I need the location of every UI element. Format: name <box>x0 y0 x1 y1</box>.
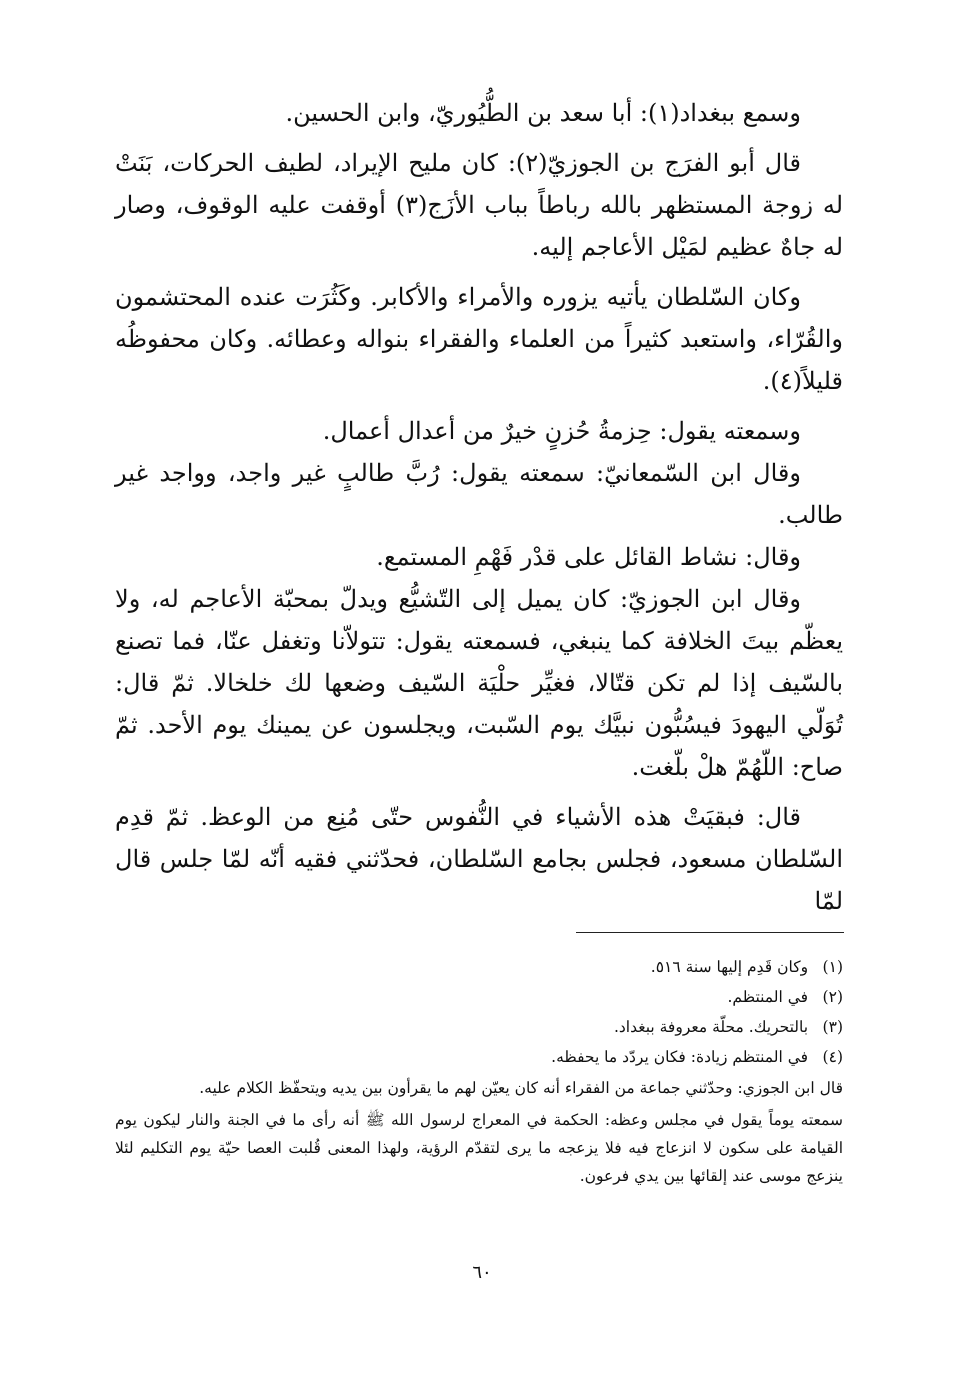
paragraph: قال: فبقيَتْ هذه الأشياء في النُّفوس حتّى مُنِع من الوعظ. ثمّ قدِم السّلطان مسعود، فجلس بجامع السّلطان، فحدّثني فقيه أنّه لمّا جلس قال لمّا <box>115 803 843 915</box>
footnote-separator <box>576 932 844 933</box>
paragraph: وقال: نشاط القائل على قدْر فَهْمِ المستمع. <box>376 543 801 571</box>
footnote-text: في المنتظم. <box>727 988 809 1006</box>
footnote-note: قال ابن الجوزي: وحدّثني جماعة من الفقراء أنه كان يعيّن لهم ما يقرأون بين يديه ويتحفّظ الكلام عليه. <box>199 1079 843 1097</box>
footnote-item <box>115 952 843 982</box>
paragraph: وكان السّلطان يأتيه يزوره والأمراء والأكابر. وكَثُرَت عنده المحتشمون والقُرّاء، واستعبد كثيراً من العلماء والفقراء بنواله وعطائه. وكان محفوظُه قليلاً(٤). <box>115 283 843 395</box>
footnote-text: بالتحريك. محلّة معروفة ببغداد. <box>613 1018 809 1036</box>
footnote-text: وكان قَدِم إليها سنة ٥١٦. <box>650 958 809 976</box>
footnote-number: (٢) <box>822 988 843 1006</box>
footnote-number: (٣) <box>822 1018 843 1036</box>
footnote-item <box>115 982 843 1012</box>
footnote-number: (٤) <box>822 1048 843 1066</box>
paragraph: وسمعته يقول: حِزمةُ حُزنٍ خيرٌ من أعدال أعمال. <box>322 417 801 445</box>
main-text <box>115 92 843 930</box>
footnote-number: (١) <box>822 958 843 976</box>
paragraph: وقال ابن الجوزيّ: كان يميل إلى التّشيُّع ويدلّ بمحبّة الأعاجم له، ولا يعظّم بيتَ الخلافة كما ينبغي، فسمعته يقول: تتولاّنا وتغفل عنّا، فما تصنع بالسّيف إذا لم تكن قتّالا، فغيِّر حلْيَة السّيف وضعها لك خلخالا. ثمّ قال: تُوَلّي اليهودَ فيسُبُّون نبيَّك يوم السّبت، ويجلسون عن يمينك يوم الأحد. ثمّ صاح: اللّهُمّ هلْ بلّغت. <box>115 585 843 781</box>
footnote-note: سمعته يوماً يقول في مجلس وعظه: الحكمة في المعراج لرسول الله ﷺ أنه رأى ما في الجنة والنار ليكون يوم القيامة على سكون لا انزعاج فيه فلا يزعجه ما يرى لتقدّم الرؤية، ولهذا المعنى قُلبت العصا حيّة يوم التكليم لئلا ينزعج موسى عند إلقائها بين يدي فرعون. <box>115 1111 843 1185</box>
footnote-item <box>115 1012 843 1042</box>
page-number: ٦٠ <box>472 1262 492 1283</box>
footnotes <box>115 952 843 1194</box>
footnote-text: في المنتظم زيادة: فكان يردّد ما يحفظه. <box>551 1048 809 1066</box>
paragraph: وقال ابن السّمعانيّ: سمعته يقول: رُبَّ طالبٍ غير واجد، وواجد غير طالب. <box>115 459 843 529</box>
footnote-item <box>115 1042 843 1072</box>
paragraph: وسمع ببغداد(١): أبا سعد بن الطُّيُوريّ، وابن الحسين. <box>285 99 801 127</box>
paragraph: قال أبو الفرَج بن الجوزيّ(٢): كان مليح الإيراد، لطيف الحركات، بَنَتْ له زوجة المستظهر بالله رباطاً بباب الأزَج(٣) أوقفت عليه الوقوف، وصار له جاهٌ عظيم لمَيْل الأعاجم إليه. <box>115 149 844 261</box>
